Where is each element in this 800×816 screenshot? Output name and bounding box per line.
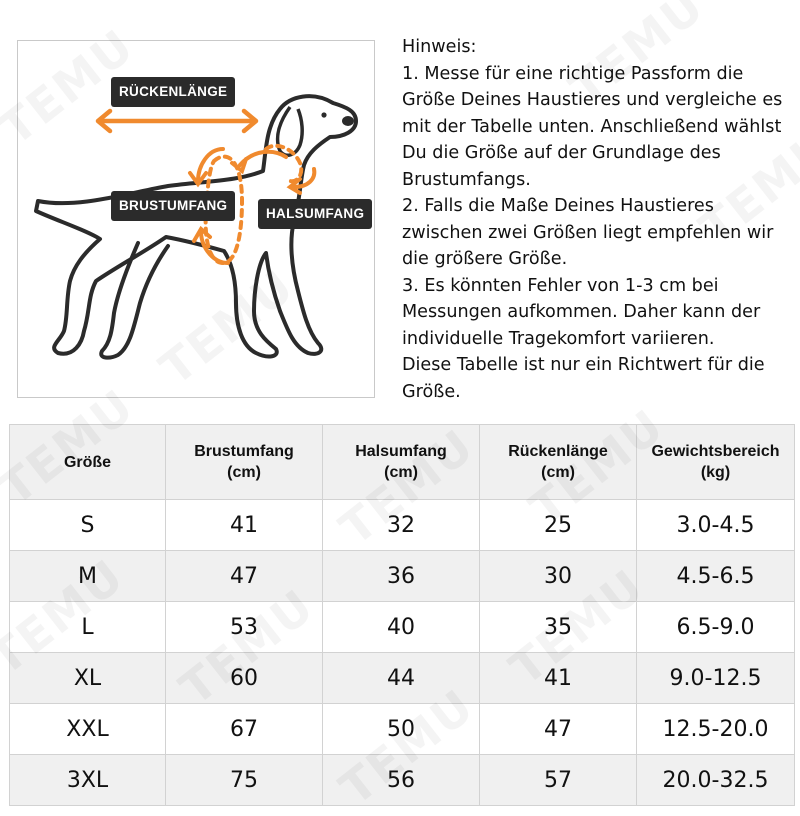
table-row [10, 602, 795, 653]
cell-size: XL [10, 653, 166, 704]
table-row [10, 704, 795, 755]
back-length-arrow [98, 111, 256, 131]
note-item-3: 3. Es könnten Fehler von 1-3 cm bei Messungen aufkommen. Daher kann der individuelle Tragekomfort variieren. [402, 275, 761, 349]
cell-weight: 6.5-9.0 [637, 602, 795, 653]
cell-back-length: 57 [480, 755, 637, 806]
cell-weight: 4.5-6.5 [637, 551, 795, 602]
note-disclaimer: Diese Tabelle ist nur ein Richtwert für die Größe. [402, 355, 765, 402]
cell-neck: 56 [323, 755, 480, 806]
size-chart-table [9, 424, 795, 806]
cell-size: L [10, 602, 166, 653]
cell-back-length: 35 [480, 602, 637, 653]
header-neck: Halsumfang (cm) [323, 425, 480, 500]
note-item-2: 2. Falls die Maße Deines Haustieres zwischen zwei Größen liegt empfehlen wir die größere Größe. [402, 196, 774, 269]
cell-neck: 44 [323, 653, 480, 704]
cell-size: M [10, 551, 166, 602]
neck-label: HALSUMFANG [258, 199, 372, 229]
header-weight-range: Gewichtsbereich (kg) [637, 425, 795, 500]
cell-chest: 41 [166, 500, 323, 551]
cell-size: S [10, 500, 166, 551]
table-header-row [10, 425, 795, 500]
table-row [10, 500, 795, 551]
measurement-diagram [17, 40, 375, 398]
header-chest: Brustumfang (cm) [166, 425, 323, 500]
cell-weight: 20.0-32.5 [637, 755, 795, 806]
cell-chest: 47 [166, 551, 323, 602]
cell-back-length: 30 [480, 551, 637, 602]
cell-neck: 32 [323, 500, 480, 551]
cell-size: XXL [10, 704, 166, 755]
cell-back-length: 47 [480, 704, 637, 755]
cell-chest: 60 [166, 653, 323, 704]
cell-neck: 40 [323, 602, 480, 653]
cell-back-length: 41 [480, 653, 637, 704]
table-row [10, 551, 795, 602]
cell-weight: 9.0-12.5 [637, 653, 795, 704]
cell-chest: 53 [166, 602, 323, 653]
table-row [10, 653, 795, 704]
cell-back-length: 25 [480, 500, 637, 551]
cell-chest: 67 [166, 704, 323, 755]
back-length-label: RÜCKENLÄNGE [111, 77, 235, 107]
header-back-length: Rückenlänge (cm) [480, 425, 637, 500]
notes-title: Hinweis: [402, 37, 477, 57]
header-size: Größe [10, 425, 166, 500]
cell-chest: 75 [166, 755, 323, 806]
cell-neck: 50 [323, 704, 480, 755]
table-row [10, 755, 795, 806]
note-item-1: 1. Messe für eine richtige Passform die Größe Deines Haustieres und vergleiche es mit der Tabelle unten. Anschließend wählst Du die Größe auf der Grundlage des Brustumfangs. [402, 63, 783, 190]
notes-panel [402, 34, 797, 405]
cell-weight: 12.5-20.0 [637, 704, 795, 755]
cell-size: 3XL [10, 755, 166, 806]
chest-label: BRUSTUMFANG [111, 191, 235, 221]
neck-measure-marker [232, 146, 314, 193]
cell-neck: 36 [323, 551, 480, 602]
cell-weight: 3.0-4.5 [637, 500, 795, 551]
